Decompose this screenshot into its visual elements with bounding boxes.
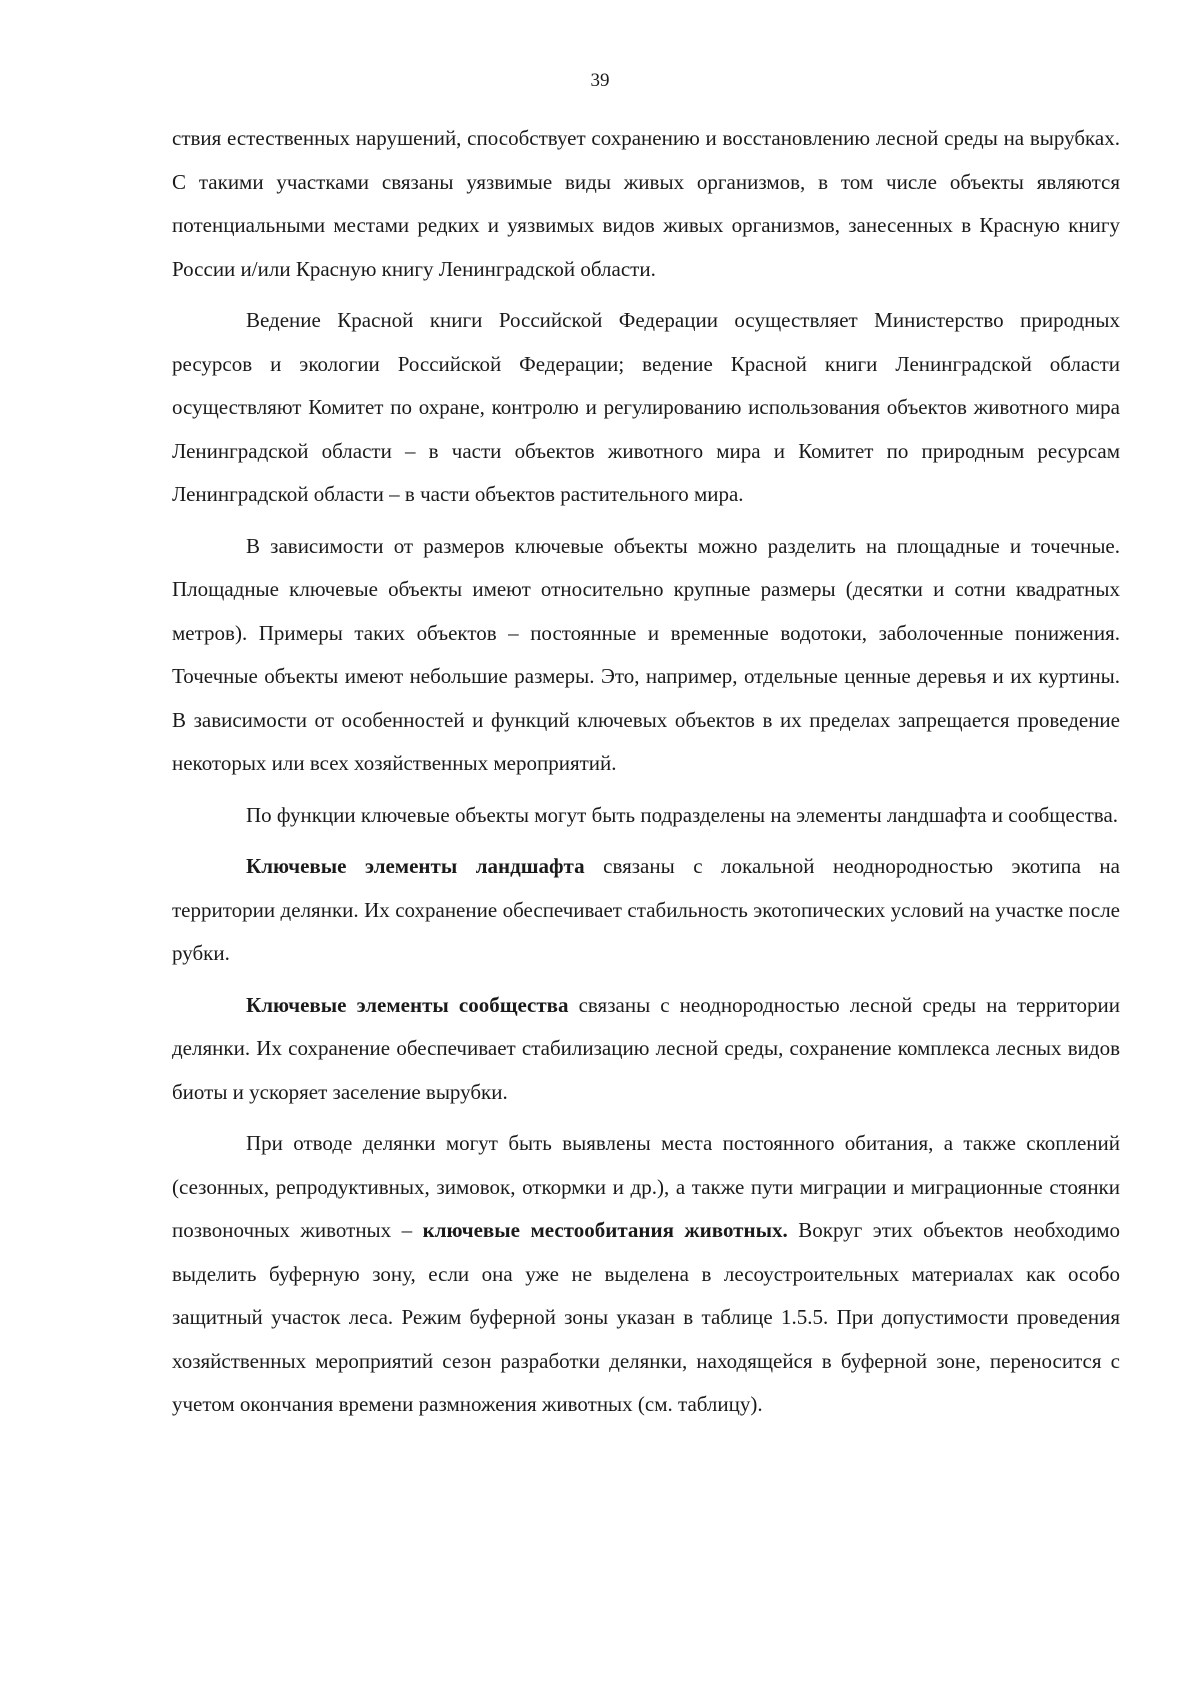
bold-term: Ключевые элементы ландшафта xyxy=(246,854,585,878)
document-body xyxy=(172,117,1120,1427)
paragraph xyxy=(172,1122,1120,1427)
paragraph-text: Ведение Красной книги Российской Федерации осуществляет Министерство природных ресурсов и экологии Российской Федерации; ведение Красной книги Ленинградской области осуществляют Комитет по охране, контролю и регулированию использования объектов животного мира Ленинградской области – в части объектов животного мира и Комитет по природным ресурсам Ленинградской области – в части объектов растительного мира. xyxy=(172,308,1120,506)
paragraph xyxy=(172,794,1120,838)
paragraph-text: связаны с локальной неоднородностью экотипа на территории делянки. Их сохранение обеспечивает стабильность экотопических условий на участке после рубки. xyxy=(172,854,1120,965)
paragraph xyxy=(172,117,1120,291)
paragraph xyxy=(172,845,1120,976)
paragraph-text: ствия естественных нарушений, способствует сохранению и восстановлению лесной среды на вырубках. С такими участками связаны уязвимые виды живых организмов, в том числе объекты являются потенциальными местами редких и уязвимых видов живых организмов, занесенных в Красную книгу России и/или Красную книгу Ленинградской области. xyxy=(172,126,1120,281)
paragraph xyxy=(172,299,1120,517)
page-number: 39 xyxy=(590,70,610,91)
paragraph-text: По функции ключевые объекты могут быть подразделены на элементы ландшафта и сообщества. xyxy=(246,802,1119,827)
paragraph-text: Вокруг этих объектов необходимо выделить буферную зону, если она уже не выделена в лесоустроительных материалах как особо защитный участок леса. Режим буферной зоны указан в таблице 1.5.5. При допустимости проведения хозяйственных мероприятий сезон разработки делянки, находящейся в буферной зоне, переносится с учетом окончания времени размножения животных (см. таблицу). xyxy=(172,1218,1120,1416)
paragraph-text: В зависимости от размеров ключевые объекты можно разделить на площадные и точечные. Площадные ключевые объекты имеют относительно крупные размеры (десятки и сотни квадратных метров). Примеры таких объектов – постоянные и временные водотоки, заболоченные понижения. Точечные объекты имеют небольшие размеры. Это, например, отдельные ценные деревья и их куртины. В зависимости от особенностей и функций ключевых объектов в их пределах запрещается проведение некоторых или всех хозяйственных мероприятий. xyxy=(172,533,1120,775)
paragraph xyxy=(172,525,1120,786)
bold-term: ключевые местообитания животных. xyxy=(422,1218,788,1242)
bold-term: Ключевые элементы сообщества xyxy=(246,992,569,1017)
paragraph xyxy=(172,984,1120,1115)
paragraph-text: При отводе делянки могут быть выявлены места постоянного обитания, а также скоплений (сезонных, репродуктивных, зимовок, откормки и др.), а также пути миграции и миграционные стоянки позвоночных животных – xyxy=(172,1131,1120,1242)
paragraph-text: связаны с неоднородностью лесной среды на территории делянки. Их сохранение обеспечивает стабилизацию лесной среды, сохранение комплекса лесных видов биоты и ускоряет заселение вырубки. xyxy=(172,992,1120,1104)
